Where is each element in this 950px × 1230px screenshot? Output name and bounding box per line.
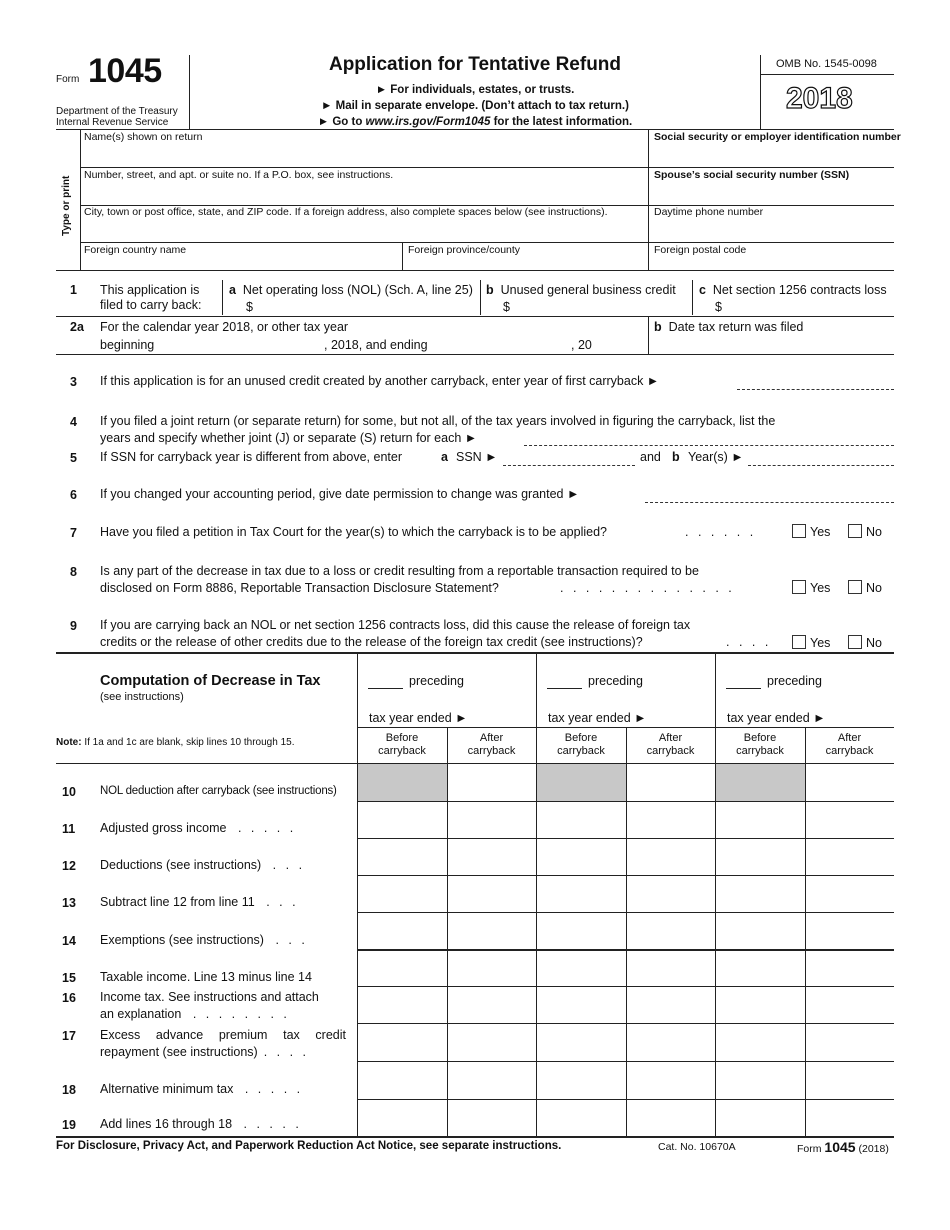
line-1b-label: b Unused general business credit: [486, 283, 676, 297]
line-17-label: Excess advance premium tax credit repayment (see instructions) . . . .: [100, 1028, 346, 1059]
form-subtitles: [190, 82, 760, 130]
line-16-col2-after-input[interactable]: [627, 987, 714, 1022]
q6-text: If you changed your accounting period, give date permission to change was granted ►: [100, 487, 580, 501]
line-19-col1-before-input[interactable]: [358, 1100, 446, 1135]
col2-before: Before carryback: [557, 732, 605, 757]
form-word: Form: [56, 74, 80, 85]
line-18-number: 18: [62, 1083, 76, 1097]
line-10-label: NOL deduction after carryback (see instructions): [100, 785, 337, 797]
line-11-col1-before-input[interactable]: [358, 802, 446, 837]
col3-preceding-input[interactable]: [726, 674, 761, 689]
line-17-col2-before-input[interactable]: [537, 1024, 625, 1060]
line-16-col1-after-input[interactable]: [448, 987, 535, 1022]
q9-yes[interactable]: Yes: [792, 635, 830, 652]
line-11-col3-after-input[interactable]: [806, 802, 893, 837]
line-2a-twenty: , 20: [571, 338, 592, 352]
line-11-col2-before-input[interactable]: [537, 802, 625, 837]
foreign-country-field[interactable]: Foreign country name: [84, 244, 187, 256]
q7-text: Have you filed a petition in Tax Court for the year(s) to which the carryback is to be applied?: [100, 525, 607, 539]
q5-and: and: [640, 450, 661, 464]
q9-no-checkbox[interactable]: [848, 635, 862, 649]
q7-yes[interactable]: Yes: [792, 524, 830, 541]
line-11-col3-before-input[interactable]: [716, 802, 804, 837]
line-19-col2-after-input[interactable]: [627, 1100, 714, 1135]
date-filed-input[interactable]: [654, 336, 890, 352]
line-16-col3-after-input[interactable]: [806, 987, 893, 1022]
q8-no[interactable]: No: [848, 580, 882, 597]
col1-preceding: preceding: [409, 674, 464, 688]
line-11-col1-after-input[interactable]: [448, 802, 535, 837]
line-17-number: 17: [62, 1029, 76, 1043]
department: [56, 106, 178, 128]
q8-dots: . . . . . . . . . . . . . .: [560, 581, 735, 595]
footer-notice: For Disclosure, Privacy Act, and Paperwork Reduction Act Notice, see separate instructions.: [56, 1140, 562, 1152]
q5-b: b: [672, 450, 680, 464]
line-17-col2-after-input[interactable]: [627, 1024, 714, 1060]
form-number: 1045: [88, 52, 162, 90]
q4-text-1: If you filed a joint return (or separate return) for some, but not all, of the tax years involved in figuring the carryback, list the: [100, 414, 776, 428]
q8-yes-checkbox[interactable]: [792, 580, 806, 594]
line-13-col1-before-input[interactable]: [358, 876, 446, 911]
q5-number: 5: [70, 451, 77, 465]
col2-tax-year-ended: tax year ended ►: [548, 711, 647, 725]
ssn-ein-field[interactable]: Social security or employer identification number: [654, 131, 901, 143]
col3-after: After carryback: [825, 732, 874, 757]
q5-years-label: Year(s) ►: [688, 450, 744, 464]
line-12-number: 12: [62, 859, 76, 873]
q4-number: 4: [70, 415, 77, 429]
line-2a-beginning: beginning: [100, 338, 155, 352]
line-16-col1-before-input[interactable]: [358, 987, 446, 1022]
line-2a-number: 2a: [70, 320, 84, 334]
line-10-col2-after-input[interactable]: [627, 765, 714, 800]
computation-see-instructions: (see instructions): [100, 691, 184, 703]
line-18-label: Alternative minimum tax . . . . .: [100, 1082, 304, 1096]
computation-note: Note: If 1a and 1c are blank, skip lines 10 through 15.: [56, 737, 295, 748]
name-field[interactable]: Name(s) shown on return: [84, 131, 203, 143]
q8-text-2: disclosed on Form 8886, Reportable Transaction Disclosure Statement?: [100, 581, 499, 595]
line-12-col1-after-input[interactable]: [448, 839, 535, 874]
line-15-col1-after-input[interactable]: [448, 950, 535, 985]
q5-years-input[interactable]: [748, 465, 894, 466]
line-18-col3-before-input[interactable]: [716, 1062, 804, 1098]
col2-after: After carryback: [646, 732, 695, 757]
line-14-col2-after-input[interactable]: [627, 913, 714, 948]
col1-after: After carryback: [467, 732, 516, 757]
q5-a: a: [441, 450, 448, 464]
line-10-col1-after-input[interactable]: [448, 765, 535, 800]
line-18-col2-before-input[interactable]: [537, 1062, 625, 1098]
line-1b-dollar: $: [503, 300, 510, 314]
col3-preceding: preceding: [767, 674, 822, 688]
q5-text: If SSN for carryback year is different from above, enter: [100, 450, 402, 464]
tax-year-begin-input[interactable]: [160, 336, 320, 352]
line-11-col2-after-input[interactable]: [627, 802, 714, 837]
q9-number: 9: [70, 619, 77, 633]
line-12-col2-after-input[interactable]: [627, 839, 714, 874]
line-18-col3-after-input[interactable]: [806, 1062, 893, 1098]
line-1a-input[interactable]: [258, 300, 478, 314]
line-1-number: 1: [70, 283, 77, 297]
line-14-col2-before-input[interactable]: [537, 913, 625, 948]
line-19-col1-after-input[interactable]: [448, 1100, 535, 1135]
line-14-col1-after-input[interactable]: [448, 913, 535, 948]
q9-no[interactable]: No: [848, 635, 882, 652]
line-1a-label: a Net operating loss (NOL) (Sch. A, line 25): [229, 283, 473, 297]
address-field[interactable]: Number, street, and apt. or suite no. If a P.O. box, see instructions.: [84, 169, 394, 181]
q8-yes[interactable]: Yes: [792, 580, 830, 597]
q9-text-1: If you are carrying back an NOL or net section 1256 contracts loss, did this cause the release of foreign tax: [100, 618, 691, 632]
line-14-col3-after-input[interactable]: [806, 913, 893, 948]
line-19-col3-before-input[interactable]: [716, 1100, 804, 1135]
line-16-label: Income tax. See instructions and attach an explanation . . . . . . . .: [100, 990, 319, 1021]
q9-dots: . . . .: [726, 635, 772, 649]
line-13-col2-after-input[interactable]: [627, 876, 714, 911]
line-1c-input[interactable]: [727, 300, 892, 314]
col2-preceding-input[interactable]: [547, 674, 582, 689]
form-title: Application for Tentative Refund: [328, 54, 622, 75]
q7-dots: . . . . . .: [685, 525, 757, 539]
col1-before: Before carryback: [378, 732, 426, 757]
type-or-print-label: Type or print: [61, 175, 72, 236]
foreign-postal-field[interactable]: Foreign postal code: [654, 244, 747, 256]
line-1c-dollar: $: [715, 300, 722, 314]
q3-text: If this application is for an unused credit created by another carryback, enter year of first carryback ►: [100, 374, 660, 388]
line-17-col1-before-input[interactable]: [358, 1024, 446, 1060]
line-14-number: 14: [62, 934, 76, 948]
line-13-label: Subtract line 12 from line 11 . . .: [100, 895, 299, 909]
line-15-col3-after-input[interactable]: [806, 950, 893, 985]
city-field[interactable]: City, town or post office, state, and ZIP code. If a foreign address, also complete spaces below (see instructions).: [84, 206, 608, 218]
subtitle-2: ► Mail in separate envelope. (Don’t attach to tax return.): [321, 100, 629, 112]
line-2b-label: b Date tax return was filed: [654, 320, 804, 334]
line-11-number: 11: [62, 822, 76, 836]
line-15-col2-after-input[interactable]: [627, 950, 714, 985]
q6-input[interactable]: [645, 502, 894, 503]
col2-preceding: preceding: [588, 674, 643, 688]
line-11-label: Adjusted gross income . . . . .: [100, 821, 297, 835]
line-14-label: Exemptions (see instructions) . . .: [100, 933, 308, 947]
q8-text-1: Is any part of the decrease in tax due to a loss or credit resulting from a reportable transaction required to be: [100, 564, 699, 578]
q8-no-checkbox[interactable]: [848, 580, 862, 594]
line-10-col1-before-shaded: [358, 764, 447, 801]
line-15-col3-before-input[interactable]: [716, 950, 804, 985]
line-19-number: 19: [62, 1118, 76, 1132]
q4-input[interactable]: [524, 445, 894, 446]
line-13-col1-after-input[interactable]: [448, 876, 535, 911]
q3-input[interactable]: [737, 389, 894, 390]
line-10-col2-before-shaded: [537, 764, 626, 801]
q7-number: 7: [70, 526, 77, 540]
line-1-label: This application is filed to carry back:: [100, 283, 202, 312]
q8-number: 8: [70, 565, 77, 579]
foreign-province-field[interactable]: Foreign province/county: [408, 244, 521, 256]
line-10-number: 10: [62, 785, 76, 799]
spouse-ssn-field[interactable]: Spouse’s social security number (SSN): [654, 169, 850, 181]
footer-cat-number: Cat. No. 10670A: [658, 1141, 736, 1153]
line-10-col3-after-input[interactable]: [806, 765, 893, 800]
line-18-col1-before-input[interactable]: [358, 1062, 446, 1098]
irs-link[interactable]: www.irs.gov/Form1045: [365, 116, 491, 128]
omb-number: OMB No. 1545-0098: [776, 58, 877, 70]
footer-form-id: Form 1045 (2018): [797, 1139, 889, 1155]
line-2a-text: For the calendar year 2018, or other tax year: [100, 320, 349, 334]
line-15-label: Taxable income. Line 13 minus line 14: [100, 970, 312, 984]
line-17-col1-after-input[interactable]: [448, 1024, 535, 1060]
q9-yes-checkbox[interactable]: [792, 635, 806, 649]
line-12-col2-before-input[interactable]: [537, 839, 625, 874]
q6-number: 6: [70, 488, 77, 502]
col3-tax-year-ended: tax year ended ►: [727, 711, 826, 725]
line-16-number: 16: [62, 991, 76, 1005]
q7-no[interactable]: No: [848, 524, 882, 541]
q4-text-2: years and specify whether joint (J) or separate (S) return for each ►: [100, 431, 478, 445]
subtitle-3: ► Go to www.irs.gov/Form1045 for the latest information.: [317, 116, 633, 128]
line-19-col3-after-input[interactable]: [806, 1100, 893, 1135]
line-12-col1-before-input[interactable]: [358, 839, 446, 874]
line-15-col1-before-input[interactable]: [358, 950, 446, 985]
phone-field[interactable]: Daytime phone number: [654, 206, 764, 218]
dept-line-1: Department of the Treasury: [56, 106, 178, 117]
line-17-col3-after-input[interactable]: [806, 1024, 893, 1060]
q7-yes-checkbox[interactable]: [792, 524, 806, 538]
tax-year-end-input[interactable]: [432, 336, 567, 352]
q5-ssn-input[interactable]: [503, 465, 635, 466]
col3-before: Before carryback: [736, 732, 784, 757]
line-18-col2-after-input[interactable]: [627, 1062, 714, 1098]
line-13-number: 13: [62, 896, 76, 910]
col1-tax-year-ended: tax year ended ►: [369, 711, 468, 725]
line-10-col3-before-shaded: [716, 764, 805, 801]
line-14-col3-before-input[interactable]: [716, 913, 804, 948]
q5-ssn-label: SSN ►: [456, 450, 498, 464]
line-1b-input[interactable]: [515, 300, 690, 314]
line-19-label: Add lines 16 through 18 . . . . .: [100, 1117, 302, 1131]
line-15-number: 15: [62, 971, 76, 985]
tax-year: 2018: [786, 82, 853, 115]
line-2a-ending: , 2018, and ending: [324, 338, 428, 352]
line-19-col2-before-input[interactable]: [537, 1100, 625, 1135]
col1-preceding-input[interactable]: [368, 674, 403, 689]
line-13-col3-before-input[interactable]: [716, 876, 804, 911]
q7-no-checkbox[interactable]: [848, 524, 862, 538]
line-16-col2-before-input[interactable]: [537, 987, 625, 1022]
line-17-col3-before-input[interactable]: [716, 1024, 804, 1060]
line-18-col1-after-input[interactable]: [448, 1062, 535, 1098]
q3-number: 3: [70, 375, 77, 389]
subtitle-1: ► For individuals, estates, or trusts.: [375, 84, 575, 96]
dept-line-2: Internal Revenue Service: [56, 117, 169, 128]
line-12-label: Deductions (see instructions) . . .: [100, 858, 306, 872]
line-12-col3-before-input[interactable]: [716, 839, 804, 874]
line-1a-dollar: $: [246, 300, 253, 314]
line-13-col3-after-input[interactable]: [806, 876, 893, 911]
line-13-col2-before-input[interactable]: [537, 876, 625, 911]
line-15-col2-before-input[interactable]: [537, 950, 625, 985]
q9-text-2: credits or the release of other credits due to the release of the foreign tax credit (see instructions)?: [100, 635, 643, 649]
line-14-col1-before-input[interactable]: [358, 913, 446, 948]
computation-title: Computation of Decrease in Tax: [100, 673, 321, 689]
line-16-col3-before-input[interactable]: [716, 987, 804, 1022]
line-1c-label: c Net section 1256 contracts loss: [699, 283, 887, 297]
line-12-col3-after-input[interactable]: [806, 839, 893, 874]
